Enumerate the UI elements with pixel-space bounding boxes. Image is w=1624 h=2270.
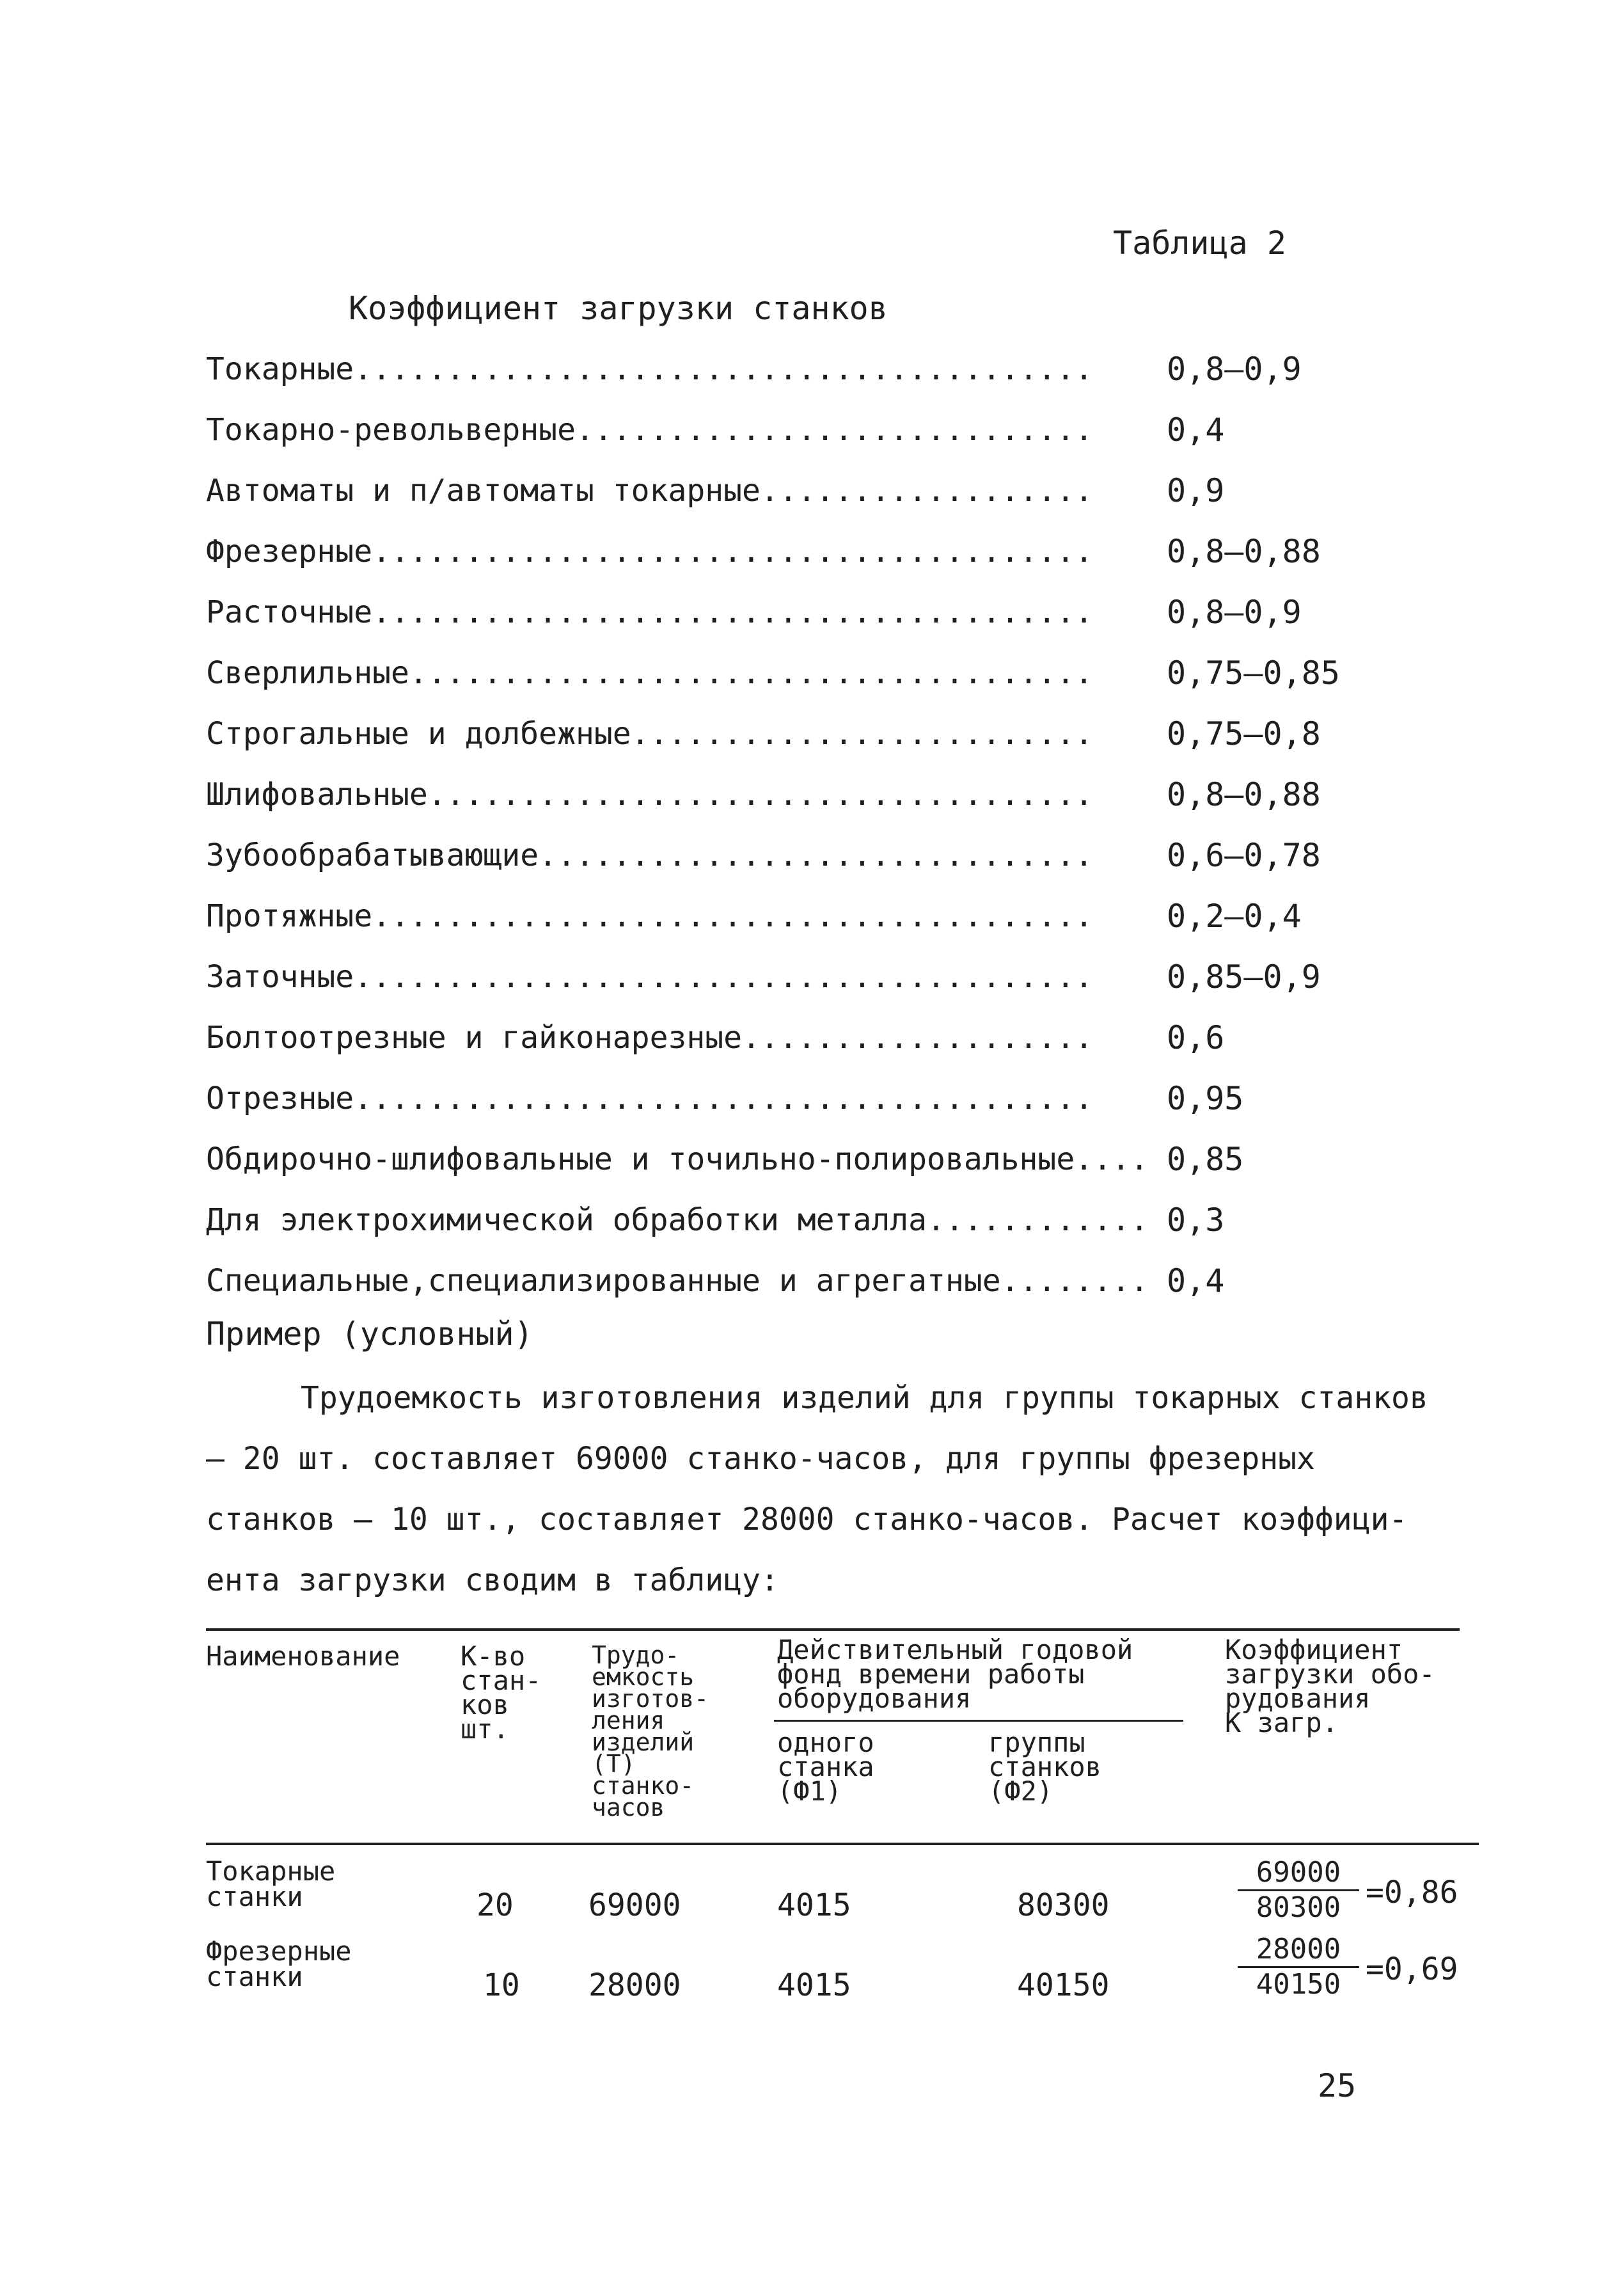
header-fund-all: группы станков (Ф2) xyxy=(988,1727,1102,1807)
fraction-denominator: 80300 xyxy=(1256,1891,1341,1924)
row-fund-all: 40150 xyxy=(1017,1967,1110,2003)
row-coef-value: =0,69 xyxy=(1366,1951,1458,1987)
coefficient-value: 0,8–0,88 xyxy=(1167,776,1321,813)
coefficient-value: 0,85–0,9 xyxy=(1167,958,1321,996)
list-item xyxy=(206,1201,1344,1246)
machine-type: Заточные........................................ xyxy=(206,959,1094,995)
page-number: 25 xyxy=(1318,2067,1357,2104)
table-top-rule xyxy=(206,1628,1460,1631)
coefficient-value: 0,8–0,88 xyxy=(1167,533,1321,570)
table-header-rule xyxy=(206,1843,1479,1845)
machine-type: Автоматы и п/автоматы токарные.................. xyxy=(206,473,1094,509)
coefficient-value: 0,4 xyxy=(1167,411,1225,448)
list-item xyxy=(206,472,1344,516)
list-item xyxy=(206,1262,1344,1306)
header-count: К-во стан- ков шт. xyxy=(461,1640,542,1745)
machine-type: Протяжные....................................... xyxy=(206,898,1094,934)
list-item xyxy=(206,532,1344,577)
list-item xyxy=(206,593,1344,638)
coefficient-value: 0,4 xyxy=(1167,1262,1225,1299)
coefficient-value: 0,6–0,78 xyxy=(1167,837,1321,874)
row-fund-one: 4015 xyxy=(777,1967,851,2003)
header-labor: Трудо- емкость изготов- ления изделий (Т) станко- часов xyxy=(592,1641,709,1822)
machine-type: Специальные,специализированные и агрегатные........ xyxy=(206,1263,1149,1299)
coefficient-value: 0,3 xyxy=(1167,1202,1225,1239)
machine-type: Расточные....................................... xyxy=(206,594,1094,630)
list-item xyxy=(206,775,1344,820)
machine-type: Строгальные и долбежные......................... xyxy=(206,716,1094,752)
fraction-denominator: 40150 xyxy=(1256,1968,1341,2001)
list-item xyxy=(206,715,1344,759)
list-item xyxy=(206,1019,1344,1063)
coefficient-value: 0,85 xyxy=(1167,1141,1244,1178)
machine-type: Болтоотрезные и гайконарезные................... xyxy=(206,1020,1094,1056)
machine-type: Токарно-револьверные............................ xyxy=(206,412,1094,448)
list-item xyxy=(206,897,1344,942)
row-coef-value: =0,86 xyxy=(1366,1875,1458,1910)
row-fund-all: 80300 xyxy=(1017,1887,1110,1923)
coefficient-value: 0,2–0,4 xyxy=(1167,898,1302,935)
example-label: Пример (условный) xyxy=(206,1315,533,1353)
row-name: Фрезерные станки xyxy=(206,1935,352,1992)
row-name: Токарные станки xyxy=(206,1855,336,1912)
coefficient-value: 0,95 xyxy=(1167,1080,1244,1117)
fund-subheader-rule xyxy=(774,1720,1183,1722)
row-count: 10 xyxy=(483,1967,520,2003)
table-label: Таблица 2 xyxy=(1113,225,1286,262)
coefficient-value: 0,9 xyxy=(1167,472,1225,509)
machine-type: Обдирочно-шлифовальные и точильно-полировальные.... xyxy=(206,1141,1149,1177)
list-item xyxy=(206,958,1344,1003)
coefficient-value: 0,75–0,85 xyxy=(1167,655,1340,692)
list-item xyxy=(206,654,1344,699)
coef-fraction xyxy=(1238,1935,1359,1999)
machine-type: Для электрохимической обработки металла............ xyxy=(206,1202,1149,1238)
list-item xyxy=(206,1079,1344,1124)
machine-type: Отрезные........................................ xyxy=(206,1081,1094,1116)
list-item xyxy=(206,411,1344,456)
row-fund-one: 4015 xyxy=(777,1887,851,1923)
list-item xyxy=(206,1140,1344,1185)
machine-type: Шлифовальные.................................... xyxy=(206,777,1094,813)
coefficient-value: 0,6 xyxy=(1167,1019,1225,1056)
header-name: Наименование xyxy=(206,1640,400,1672)
paragraph-line: – 20 шт. составляет 69000 станко-часов, для группы фрезерных xyxy=(206,1441,1315,1477)
header-fund-one: одного станка (Ф1) xyxy=(777,1727,874,1807)
row-labor: 69000 xyxy=(588,1887,681,1923)
coef-fraction xyxy=(1238,1856,1359,1924)
paragraph-line: Трудоемкость изготовления изделий для группы токарных станков xyxy=(301,1380,1428,1416)
coefficient-value: 0,8–0,9 xyxy=(1167,351,1302,388)
machine-type: Сверлильные..................................... xyxy=(206,655,1094,691)
coefficient-value: 0,75–0,8 xyxy=(1167,715,1321,752)
list-item xyxy=(206,836,1344,881)
fraction-numerator: 69000 xyxy=(1256,1856,1341,1889)
fraction-numerator: 28000 xyxy=(1256,1933,1341,1965)
machine-type: Токарные........................................ xyxy=(206,351,1094,387)
machine-type: Зубообрабатывающие.............................. xyxy=(206,837,1094,873)
header-coef: Коэффициент загрузки обо- рудования К загр. xyxy=(1225,1634,1435,1738)
row-count: 20 xyxy=(477,1887,514,1923)
machine-type: Фрезерные....................................... xyxy=(206,534,1094,569)
row-labor: 28000 xyxy=(588,1967,681,2003)
paragraph-line: ента загрузки сводим в таблицу: xyxy=(206,1562,779,1598)
coefficient-value: 0,8–0,9 xyxy=(1167,594,1302,631)
header-fund-group: Действительный годовой фонд времени работы оборудования xyxy=(777,1634,1133,1714)
paragraph-line: станков – 10 шт., составляет 28000 станко-часов. Расчет коэффици- xyxy=(206,1502,1408,1537)
list-title: Коэффициент загрузки станков xyxy=(349,290,888,327)
list-item xyxy=(206,350,1344,395)
